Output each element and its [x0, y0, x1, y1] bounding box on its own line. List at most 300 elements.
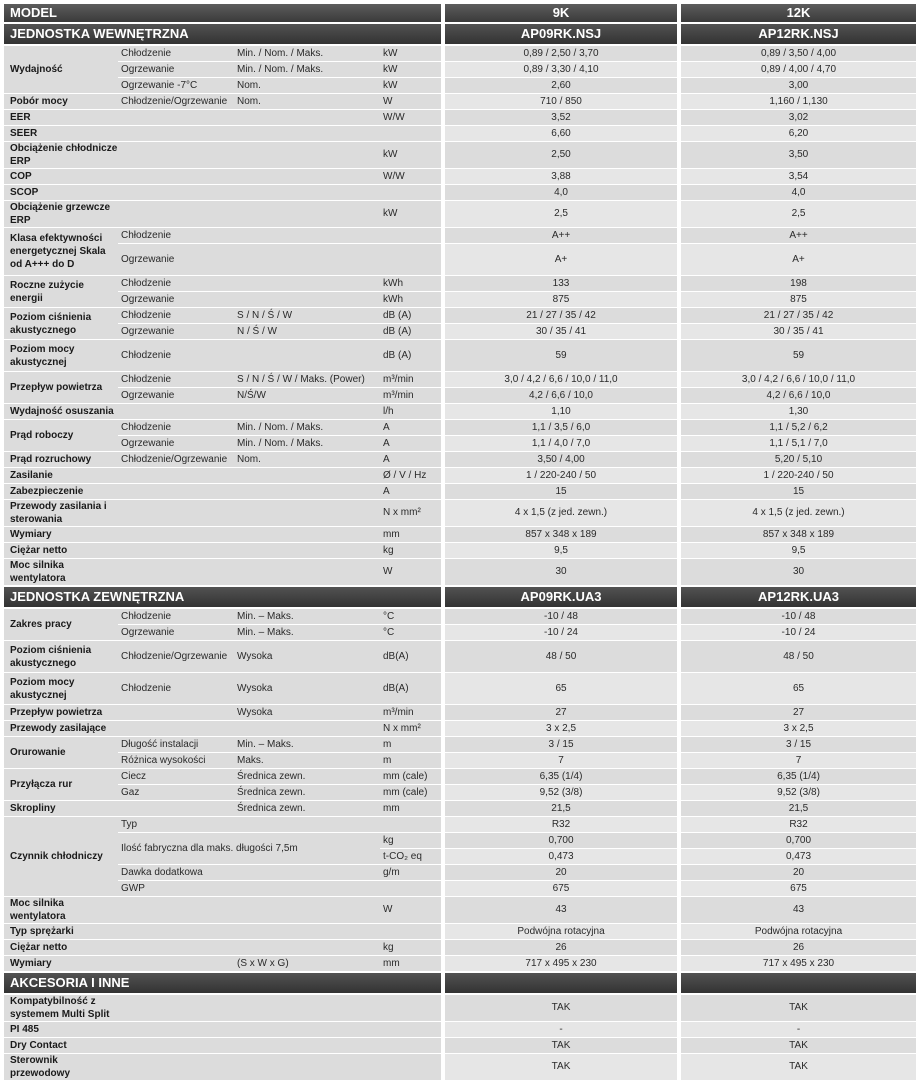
row-condition: Średnica zewn.: [234, 769, 380, 785]
row-condition: [234, 126, 380, 142]
spec-row: [4, 228, 916, 244]
section-header: [4, 972, 916, 994]
row-sublabel: Chłodzenie: [118, 420, 234, 436]
row-unit: kg: [380, 940, 443, 956]
spec-row: [4, 769, 916, 785]
value-12k: 20: [679, 865, 916, 881]
row-condition: [234, 817, 380, 833]
spec-row: [4, 737, 916, 753]
row-unit: kg: [380, 543, 443, 559]
spec-row: [4, 185, 916, 201]
value-9k: 2,60: [443, 78, 679, 94]
value-12k: 6,35 (1/4): [679, 769, 916, 785]
row-sublabel: [118, 468, 234, 484]
row-unit: mm: [380, 801, 443, 817]
spec-row: [4, 1054, 916, 1081]
row-unit: mm: [380, 956, 443, 973]
spec-row: [4, 500, 916, 527]
row-label: Roczne zużycie energii: [4, 276, 118, 308]
row-sublabel: [118, 1054, 234, 1081]
spec-row: [4, 452, 916, 468]
row-label: EER: [4, 110, 118, 126]
row-label: Przepływ powietrza: [4, 705, 118, 721]
spec-row: [4, 45, 916, 62]
row-unit: m: [380, 753, 443, 769]
row-sublabel: Dawka dodatkowa: [118, 865, 234, 881]
row-condition: [234, 543, 380, 559]
spec-row: [4, 201, 916, 228]
spec-row: [4, 388, 916, 404]
row-unit: dB(A): [380, 641, 443, 673]
row-condition: [234, 865, 380, 881]
value-9k: 59: [443, 340, 679, 372]
row-condition: Min. / Nom. / Maks.: [234, 62, 380, 78]
model-9k-header: 9K: [443, 4, 679, 23]
row-condition: Maks.: [234, 753, 380, 769]
value-9k: A+: [443, 244, 679, 276]
spec-row: [4, 78, 916, 94]
row-unit: kW: [380, 78, 443, 94]
spec-row: [4, 468, 916, 484]
spec-row: [4, 994, 916, 1022]
row-unit: kW: [380, 45, 443, 62]
row-sublabel: Ogrzewanie: [118, 436, 234, 452]
spec-row: [4, 527, 916, 543]
row-label: Przewody zasilania i sterowania: [4, 500, 118, 527]
value-9k: 21,5: [443, 801, 679, 817]
row-condition: Nom.: [234, 94, 380, 110]
row-unit: °C: [380, 608, 443, 625]
row-unit: t-CO₂ eq: [380, 849, 443, 865]
row-label: Wymiary: [4, 956, 118, 973]
row-unit: W: [380, 897, 443, 924]
spec-row: [4, 420, 916, 436]
model-header-row: [4, 4, 916, 23]
row-sublabel: [118, 801, 234, 817]
value-12k: 3 / 15: [679, 737, 916, 753]
row-condition: [234, 721, 380, 737]
row-sublabel: Różnica wysokości: [118, 753, 234, 769]
value-9k: 7: [443, 753, 679, 769]
row-unit: [380, 924, 443, 940]
spec-row: [4, 404, 916, 420]
row-sublabel: [118, 1038, 234, 1054]
row-condition: [234, 994, 380, 1022]
spec-row: [4, 62, 916, 78]
spec-row: [4, 244, 916, 276]
value-12k: 4,2 / 6,6 / 10,0: [679, 388, 916, 404]
row-label: Zasilanie: [4, 468, 118, 484]
value-12k: 30 / 35 / 41: [679, 324, 916, 340]
row-condition: [234, 1038, 380, 1054]
row-label: Ciężar netto: [4, 543, 118, 559]
row-sublabel: Ogrzewanie -7°C: [118, 78, 234, 94]
value-12k: 7: [679, 753, 916, 769]
value-12k: A+: [679, 244, 916, 276]
row-sublabel: Ogrzewanie: [118, 625, 234, 641]
spec-row: [4, 169, 916, 185]
section-model-12k: AP12RK.UA3: [679, 586, 916, 608]
value-9k: 9,52 (3/8): [443, 785, 679, 801]
value-12k: 15: [679, 484, 916, 500]
value-12k: 1,1 / 5,1 / 7,0: [679, 436, 916, 452]
row-label: Skropliny: [4, 801, 118, 817]
value-9k: 1,1 / 3,5 / 6,0: [443, 420, 679, 436]
value-9k: 20: [443, 865, 679, 881]
row-unit: [380, 228, 443, 244]
value-12k: 3,0 / 4,2 / 6,6 / 10,0 / 11,0: [679, 372, 916, 388]
value-9k: 2,50: [443, 142, 679, 169]
row-condition: [234, 1054, 380, 1081]
value-9k: 1 / 220-240 / 50: [443, 468, 679, 484]
value-9k: 3,52: [443, 110, 679, 126]
row-sublabel: [118, 169, 234, 185]
value-12k: 3,02: [679, 110, 916, 126]
row-condition: [234, 110, 380, 126]
value-9k: 4,2 / 6,6 / 10,0: [443, 388, 679, 404]
value-12k: 0,89 / 4,00 / 4,70: [679, 62, 916, 78]
section-header: [4, 586, 916, 608]
row-label: Poziom mocy akustycznej: [4, 340, 118, 372]
row-sublabel: [118, 543, 234, 559]
row-condition: S / N / Ś / W / Maks. (Power): [234, 372, 380, 388]
row-unit: [380, 244, 443, 276]
value-12k: 3,00: [679, 78, 916, 94]
value-12k: A++: [679, 228, 916, 244]
row-unit: m: [380, 737, 443, 753]
value-9k: 27: [443, 705, 679, 721]
value-9k: 857 x 348 x 189: [443, 527, 679, 543]
row-condition: [234, 468, 380, 484]
row-condition: Min. / Nom. / Maks.: [234, 436, 380, 452]
row-condition: [234, 201, 380, 228]
row-sublabel: [118, 126, 234, 142]
row-unit: A: [380, 436, 443, 452]
row-condition: [234, 142, 380, 169]
value-12k: 1 / 220-240 / 50: [679, 468, 916, 484]
spec-row: [4, 142, 916, 169]
row-unit: l/h: [380, 404, 443, 420]
spec-row: [4, 881, 916, 897]
value-9k: 710 / 850: [443, 94, 679, 110]
row-condition: [234, 276, 380, 292]
spec-table-body: [4, 4, 916, 1081]
section-model-9k: AP09RK.NSJ: [443, 23, 679, 45]
row-label: Sterownik przewodowy: [4, 1054, 118, 1081]
row-unit: A: [380, 420, 443, 436]
row-condition: Wysoka: [234, 673, 380, 705]
value-9k: 30 / 35 / 41: [443, 324, 679, 340]
row-label: Moc silnika wentylatora: [4, 897, 118, 924]
value-9k: R32: [443, 817, 679, 833]
value-9k: 65: [443, 673, 679, 705]
row-condition: N/Ś/W: [234, 388, 380, 404]
row-sublabel: [118, 897, 234, 924]
row-label: Wydajność: [4, 45, 118, 94]
value-12k: 26: [679, 940, 916, 956]
row-condition: Min. – Maks.: [234, 737, 380, 753]
spec-row: [4, 276, 916, 292]
row-sublabel: Typ: [118, 817, 234, 833]
row-unit: [380, 994, 443, 1022]
row-sublabel: Chłodzenie: [118, 228, 234, 244]
row-unit: dB (A): [380, 340, 443, 372]
spec-row: [4, 126, 916, 142]
value-12k: -: [679, 1022, 916, 1038]
value-9k: 43: [443, 897, 679, 924]
value-9k: 875: [443, 292, 679, 308]
row-label: Poziom mocy akustycznej: [4, 673, 118, 705]
row-sublabel: [118, 500, 234, 527]
section-title: JEDNOSTKA ZEWNĘTRZNA: [4, 586, 443, 608]
spec-row: [4, 924, 916, 940]
spec-row: [4, 94, 916, 110]
row-sublabel: Ogrzewanie: [118, 388, 234, 404]
value-9k: -: [443, 1022, 679, 1038]
value-9k: TAK: [443, 1054, 679, 1081]
spec-row: [4, 292, 916, 308]
value-12k: 3,54: [679, 169, 916, 185]
row-unit: [380, 817, 443, 833]
row-unit: kWh: [380, 276, 443, 292]
value-12k: 4,0: [679, 185, 916, 201]
row-sublabel: [118, 201, 234, 228]
row-sublabel: Ogrzewanie: [118, 324, 234, 340]
row-label: SEER: [4, 126, 118, 142]
value-9k: 0,89 / 2,50 / 3,70: [443, 45, 679, 62]
value-9k: 3,88: [443, 169, 679, 185]
row-condition: [234, 169, 380, 185]
spec-row: [4, 705, 916, 721]
row-unit: W/W: [380, 169, 443, 185]
value-9k: 4,0: [443, 185, 679, 201]
row-unit: m³/min: [380, 372, 443, 388]
row-label: COP: [4, 169, 118, 185]
row-label: Obciążenie grzewcze ERP: [4, 201, 118, 228]
value-9k: Podwójna rotacyjna: [443, 924, 679, 940]
row-condition: Min. – Maks.: [234, 608, 380, 625]
row-sublabel: Chłodzenie: [118, 372, 234, 388]
value-12k: TAK: [679, 1054, 916, 1081]
value-9k: 48 / 50: [443, 641, 679, 673]
value-9k: 30: [443, 559, 679, 587]
value-12k: 48 / 50: [679, 641, 916, 673]
spec-row: [4, 340, 916, 372]
row-unit: dB (A): [380, 308, 443, 324]
section-header: [4, 23, 916, 45]
row-condition: Min. / Nom. / Maks.: [234, 45, 380, 62]
row-sublabel: Długość instalacji: [118, 737, 234, 753]
row-sublabel: [118, 110, 234, 126]
value-12k: 2,5: [679, 201, 916, 228]
value-12k: R32: [679, 817, 916, 833]
row-condition: N / Ś / W: [234, 324, 380, 340]
row-unit: g/m: [380, 865, 443, 881]
value-9k: 1,10: [443, 404, 679, 420]
row-sublabel: [118, 185, 234, 201]
row-unit: kWh: [380, 292, 443, 308]
row-unit: [380, 185, 443, 201]
row-sublabel: Ogrzewanie: [118, 292, 234, 308]
row-condition: [234, 559, 380, 587]
row-sublabel: [118, 924, 234, 940]
spec-row: [4, 897, 916, 924]
row-unit: A: [380, 484, 443, 500]
section-title: AKCESORIA I INNE: [4, 972, 443, 994]
spec-row: [4, 308, 916, 324]
row-sublabel: [118, 559, 234, 587]
row-condition: Wysoka: [234, 641, 380, 673]
row-condition: (S x W x G): [234, 956, 380, 973]
value-12k: 198: [679, 276, 916, 292]
row-condition: Min. – Maks.: [234, 625, 380, 641]
row-label: Poziom ciśnienia akustycznego: [4, 641, 118, 673]
value-9k: A++: [443, 228, 679, 244]
value-12k: Podwójna rotacyjna: [679, 924, 916, 940]
row-unit: °C: [380, 625, 443, 641]
row-sublabel: Chłodzenie: [118, 608, 234, 625]
row-unit: W: [380, 94, 443, 110]
row-label: Przewody zasilające: [4, 721, 118, 737]
section-title: JEDNOSTKA WEWNĘTRZNA: [4, 23, 443, 45]
value-9k: 6,35 (1/4): [443, 769, 679, 785]
spec-row: [4, 801, 916, 817]
value-9k: 0,89 / 3,30 / 4,10: [443, 62, 679, 78]
spec-row: [4, 484, 916, 500]
row-condition: [234, 340, 380, 372]
value-12k: 9,5: [679, 543, 916, 559]
value-9k: -10 / 24: [443, 625, 679, 641]
spec-row: [4, 559, 916, 587]
spec-row: [4, 865, 916, 881]
spec-row: [4, 608, 916, 625]
row-label: Pobór mocy: [4, 94, 118, 110]
row-unit: N x mm²: [380, 721, 443, 737]
spec-row: [4, 785, 916, 801]
row-sublabel: Ogrzewanie: [118, 244, 234, 276]
value-12k: 0,89 / 3,50 / 4,00: [679, 45, 916, 62]
row-condition: [234, 500, 380, 527]
row-unit: mm: [380, 527, 443, 543]
value-12k: 27: [679, 705, 916, 721]
row-sublabel: Ilość fabryczna dla maks. długości 7,5m: [118, 833, 380, 865]
row-label: Zabezpieczenie: [4, 484, 118, 500]
value-12k: 875: [679, 292, 916, 308]
row-sublabel: Chłodzenie/Ogrzewanie: [118, 94, 234, 110]
value-12k: 5,20 / 5,10: [679, 452, 916, 468]
value-12k: 3 x 2,5: [679, 721, 916, 737]
value-12k: 9,52 (3/8): [679, 785, 916, 801]
row-unit: dB (A): [380, 324, 443, 340]
row-condition: S / N / Ś / W: [234, 308, 380, 324]
value-9k: TAK: [443, 1038, 679, 1054]
row-unit: Ø / V / Hz: [380, 468, 443, 484]
value-12k: 65: [679, 673, 916, 705]
section-model-9k: [443, 972, 679, 994]
value-9k: 3 x 2,5: [443, 721, 679, 737]
value-9k: 3 / 15: [443, 737, 679, 753]
model-12k-header: 12K: [679, 4, 916, 23]
row-sublabel: Ciecz: [118, 769, 234, 785]
value-12k: 59: [679, 340, 916, 372]
row-condition: [234, 881, 380, 897]
row-label: Prąd rozruchowy: [4, 452, 118, 468]
row-label: SCOP: [4, 185, 118, 201]
row-sublabel: [118, 484, 234, 500]
row-unit: [380, 1038, 443, 1054]
value-9k: 0,700: [443, 833, 679, 849]
row-label: Dry Contact: [4, 1038, 118, 1054]
row-label: Wydajność osuszania: [4, 404, 118, 420]
row-sublabel: Chłodzenie: [118, 673, 234, 705]
value-12k: 3,50: [679, 142, 916, 169]
value-9k: 4 x 1,5 (z jed. zewn.): [443, 500, 679, 527]
value-12k: 21,5: [679, 801, 916, 817]
row-condition: Nom.: [234, 452, 380, 468]
row-label: Moc silnika wentylatora: [4, 559, 118, 587]
value-12k: -10 / 24: [679, 625, 916, 641]
row-sublabel: [118, 527, 234, 543]
row-condition: [234, 404, 380, 420]
row-condition: [234, 897, 380, 924]
row-label: Ciężar netto: [4, 940, 118, 956]
value-12k: 21 / 27 / 35 / 42: [679, 308, 916, 324]
row-sublabel: Chłodzenie: [118, 308, 234, 324]
row-label: Przyłącza rur: [4, 769, 118, 801]
spec-row: [4, 324, 916, 340]
row-label: Typ sprężarki: [4, 924, 118, 940]
value-9k: 21 / 27 / 35 / 42: [443, 308, 679, 324]
value-9k: 6,60: [443, 126, 679, 142]
row-condition: [234, 940, 380, 956]
row-condition: [234, 185, 380, 201]
value-9k: 26: [443, 940, 679, 956]
value-9k: 133: [443, 276, 679, 292]
row-unit: kg: [380, 833, 443, 849]
row-condition: Wysoka: [234, 705, 380, 721]
row-sublabel: Chłodzenie: [118, 276, 234, 292]
value-9k: 717 x 495 x 230: [443, 956, 679, 973]
row-sublabel: [118, 956, 234, 973]
row-sublabel: [118, 940, 234, 956]
value-9k: 9,5: [443, 543, 679, 559]
row-unit: W: [380, 559, 443, 587]
row-condition: [234, 924, 380, 940]
row-label: PI 485: [4, 1022, 118, 1038]
spec-row: [4, 753, 916, 769]
row-label: Zakres pracy: [4, 608, 118, 641]
row-condition: [234, 527, 380, 543]
value-9k: 1,1 / 4,0 / 7,0: [443, 436, 679, 452]
row-sublabel: [118, 994, 234, 1022]
row-unit: kW: [380, 142, 443, 169]
spec-row: [4, 721, 916, 737]
row-condition: Min. / Nom. / Maks.: [234, 420, 380, 436]
row-unit: W/W: [380, 110, 443, 126]
value-9k: TAK: [443, 994, 679, 1022]
row-unit: dB(A): [380, 673, 443, 705]
spec-row: [4, 436, 916, 452]
row-label: Obciążenie chłodnicze ERP: [4, 142, 118, 169]
spec-row: [4, 1038, 916, 1054]
row-sublabel: Chłodzenie/Ogrzewanie: [118, 452, 234, 468]
value-9k: 3,50 / 4,00: [443, 452, 679, 468]
row-sublabel: Ogrzewanie: [118, 62, 234, 78]
row-label: Czynnik chłodniczy: [4, 817, 118, 897]
row-unit: [380, 1054, 443, 1081]
row-sublabel: Gaz: [118, 785, 234, 801]
row-condition: [234, 244, 380, 276]
